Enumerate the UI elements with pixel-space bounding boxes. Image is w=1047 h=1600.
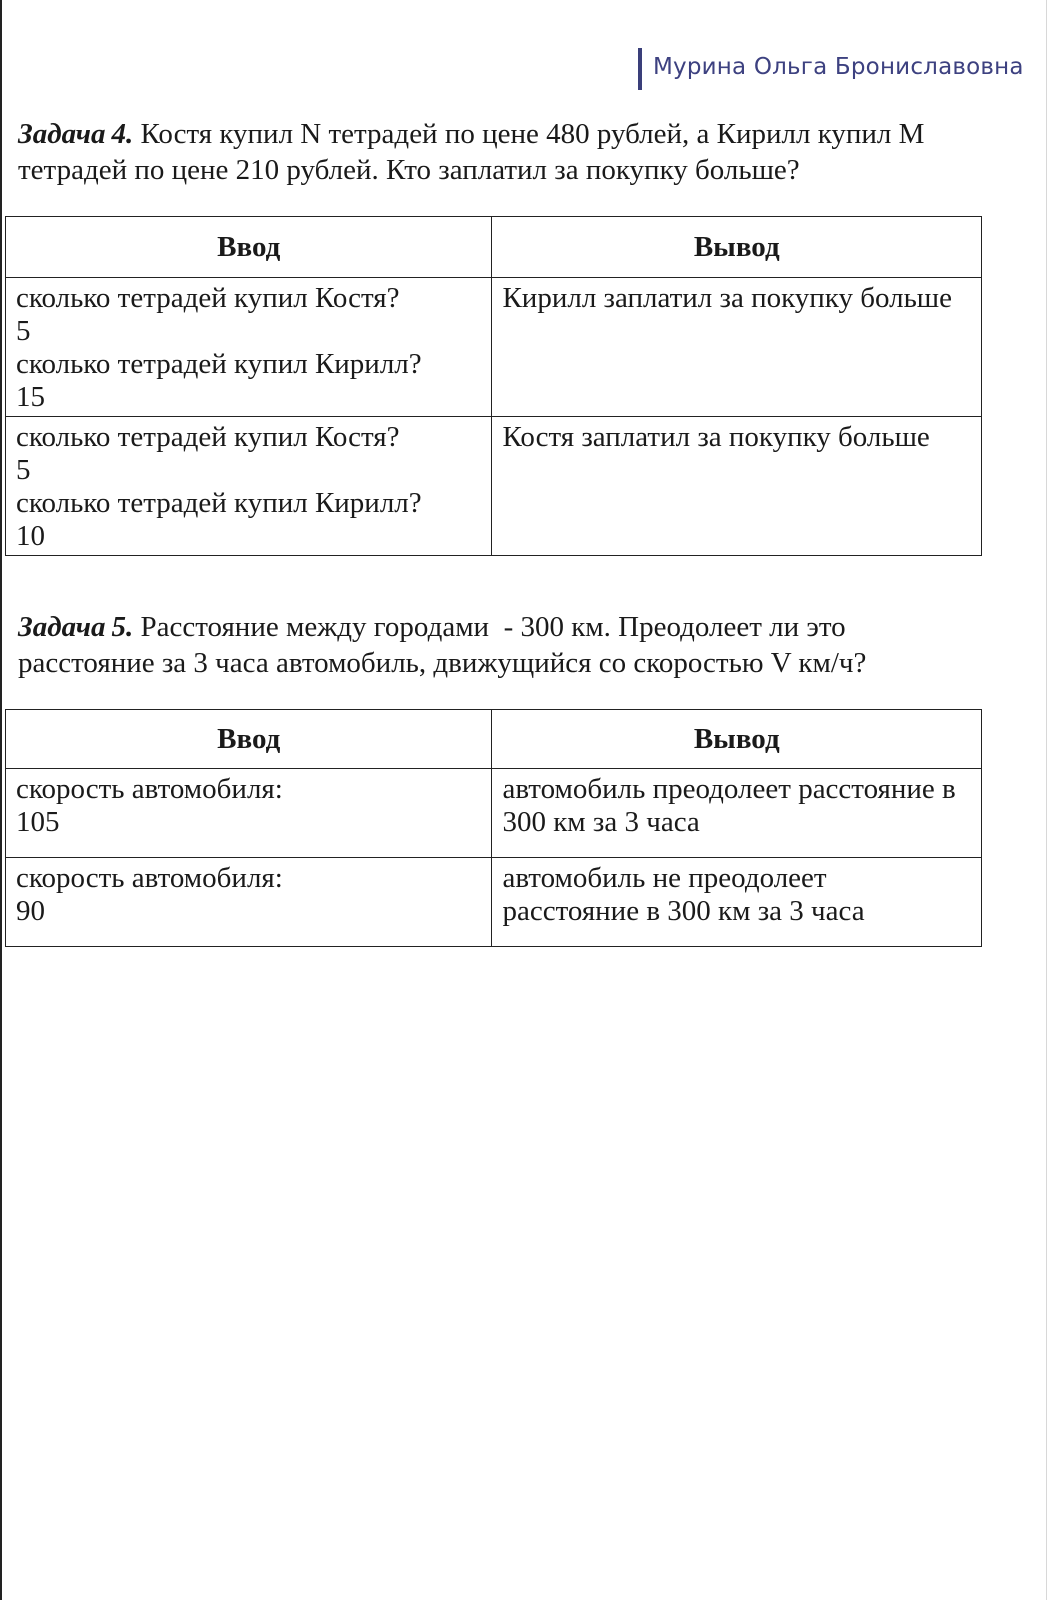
table-row [6, 858, 982, 947]
output-text: Костя заплатил за покупку больше [502, 421, 930, 453]
input-prompt: сколько тетрадей купил Кирилл? [16, 348, 422, 380]
input-column-header: Ввод [6, 710, 492, 769]
output-text: автомобиль преодолеет расстояние в [502, 773, 956, 805]
input-prompt: скорость автомобиля: [16, 862, 283, 894]
input-cell [6, 769, 492, 858]
task-4-line-1 [18, 116, 978, 152]
input-value: 10 [16, 520, 45, 552]
input-prompt: сколько тетрадей купил Кирилл? [16, 487, 422, 519]
input-prompt: сколько тетрадей купил Костя? [16, 421, 400, 453]
task-5-io-table [5, 709, 982, 947]
input-cell [6, 858, 492, 947]
task-4-text-2: тетрадей по цене 210 рублей. Кто заплатил за покупку больше? [18, 154, 800, 186]
task-4-statement [18, 116, 978, 188]
output-text: расстояние в 300 км за 3 часа [502, 895, 865, 927]
input-cell [6, 278, 492, 417]
input-value: 5 [16, 454, 31, 486]
task-4-text-1: Костя купил N тетрадей по цене 480 рублей, а Кирилл купил M [140, 118, 925, 150]
output-text: автомобиль не преодолеет [502, 862, 827, 894]
input-value: 105 [16, 806, 60, 838]
task-5-text-2: расстояние за 3 часа автомобиль, движущийся со скоростью V км/ч? [18, 647, 867, 679]
task-5-label: Задача [18, 611, 106, 643]
task-5-line-1 [18, 609, 978, 645]
input-value: 90 [16, 895, 45, 927]
task-5-statement [18, 609, 978, 681]
task-4-io-table [5, 216, 982, 556]
input-value: 5 [16, 315, 31, 347]
output-cell [492, 278, 982, 417]
output-cell [492, 858, 982, 947]
input-cell [6, 417, 492, 556]
table-row [6, 769, 982, 858]
table-header-row [6, 710, 982, 769]
table-row [6, 278, 982, 417]
input-value: 15 [16, 381, 45, 413]
input-column-header: Ввод [6, 217, 492, 278]
output-text: 300 км за 3 часа [502, 806, 700, 838]
input-prompt: сколько тетрадей купил Костя? [16, 282, 400, 314]
task-4-number: 4. [111, 118, 134, 150]
output-column-header: Вывод [492, 217, 982, 278]
task-4-label: Задача [18, 118, 106, 150]
output-column-header: Вывод [492, 710, 982, 769]
table-row [6, 417, 982, 556]
task-5-number: 5. [111, 611, 134, 643]
author-name: Мурина Ольга Брониславовна [653, 54, 1024, 80]
output-text: Кирилл заплатил за покупку больше [502, 282, 953, 314]
author-accent-bar [638, 48, 642, 90]
table-header-row [6, 217, 982, 278]
page-left-edge [0, 0, 2, 1600]
output-cell [492, 769, 982, 858]
task-5-text-1: Расстояние между городами - 300 км. Преодолеет ли это [140, 611, 846, 643]
output-cell [492, 417, 982, 556]
input-prompt: скорость автомобиля: [16, 773, 283, 805]
